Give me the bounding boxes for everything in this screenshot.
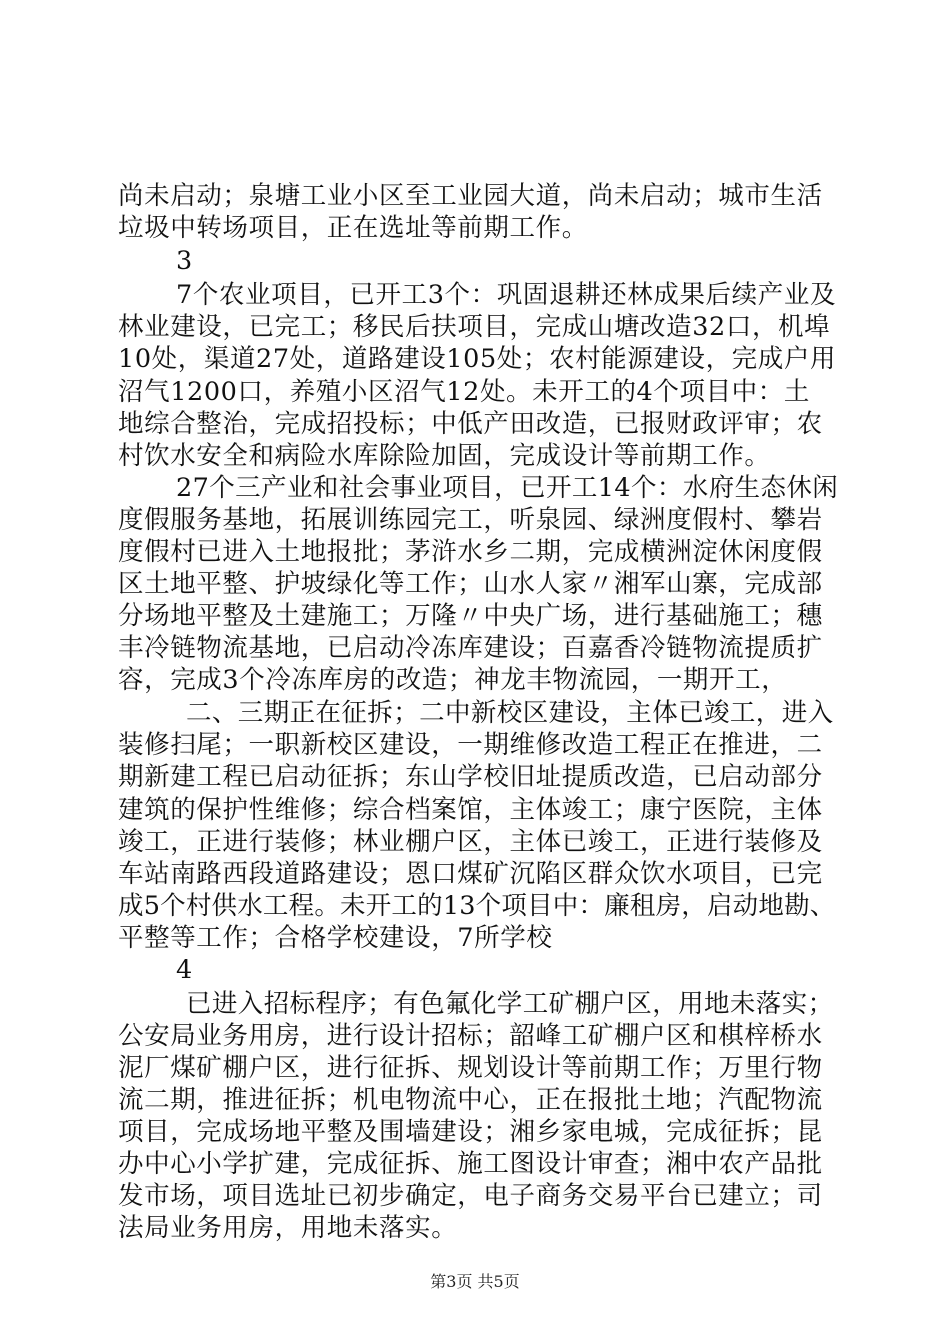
text-line: 竣工，正进行装修；林业棚户区，主体已竣工，正进行装修及 — [118, 827, 823, 857]
text-line: 期新建工程已启动征拆；东山学校旧址提质改造，已启动部分 — [118, 762, 823, 792]
text-line: 垃圾中转场项目，正在选址等前期工作。 — [118, 213, 588, 243]
text-line: 办中心小学扩建，完成征拆、施工图设计审查；湘中农产品批 — [118, 1149, 823, 1179]
text-line: 二、三期正在征拆；二中新校区建设，主体已竣工，进入 — [186, 698, 834, 728]
text-line: 10处，渠道27处，道路建设105处；农村能源建设，完成户用 — [118, 344, 837, 374]
text-line: 成5个村供水工程。未开工的13个项目中：廉租房，启动地勘、 — [118, 891, 836, 921]
text-line: 分场地平整及土建施工；万隆〃中央广场，进行基础施工；穗 — [118, 601, 823, 631]
text-line: 丰冷链物流基地，已启动冷冻库建设；百嘉香冷链物流提质扩 — [118, 633, 823, 663]
text-line: 27个三产业和社会事业项目，已开工14个：水府生态休闲 — [176, 473, 839, 503]
text-line: 区土地平整、护坡绿化等工作；山水人家〃湘军山寨，完成部 — [118, 569, 823, 599]
text-line: 项目，完成场地平整及围墙建设；湘乡家电城，完成征拆；昆 — [118, 1117, 823, 1147]
text-line: 度假村已进入土地报批；茅浒水乡二期，完成横洲淀休闲度假 — [118, 537, 823, 567]
text-line: 建筑的保护性维修；综合档案馆，主体竣工；康宁医院，主体 — [118, 795, 823, 825]
text-line: 容，完成3个冷冻库房的改造；神龙丰物流园，一期开工， — [118, 665, 788, 695]
text-line: 平整等工作；合格学校建设，7所学校 — [118, 923, 553, 953]
text-line: 7个农业项目，已开工3个：巩固退耕还林成果后续产业及 — [176, 280, 837, 310]
text-line: 村饮水安全和病险水库除险加固，完成设计等前期工作。 — [118, 441, 771, 471]
text-line: 装修扫尾；一职新校区建设，一期维修改造工程正在推进，二 — [118, 730, 823, 760]
page-marker: 4 — [176, 955, 193, 985]
text-line: 法局业务用房，用地未落实。 — [118, 1213, 458, 1243]
page-marker: 3 — [176, 246, 193, 276]
page-number-footer: 第3页 共5页 — [430, 1272, 520, 1291]
text-line: 公安局业务用房，进行设计招标；韶峰工矿棚户区和棋梓桥水 — [118, 1021, 823, 1051]
text-line: 发市场，项目选址已初步确定，电子商务交易平台已建立；司 — [118, 1181, 823, 1211]
text-line: 流二期，推进征拆；机电物流中心，正在报批土地；汽配物流 — [118, 1085, 823, 1115]
text-line: 林业建设，已完工；移民后扶项目，完成山塘改造32口，机埠 — [118, 312, 831, 342]
text-line: 尚未启动；泉塘工业小区至工业园大道，尚未启动；城市生活 — [118, 181, 823, 211]
text-line: 度假服务基地，拓展训练园完工，听泉园、绿洲度假村、攀岩 — [118, 505, 823, 535]
text-line: 泥厂煤矿棚户区，进行征拆、规划设计等前期工作；万里行物 — [118, 1053, 823, 1083]
text-line: 地综合整治，完成招投标；中低产田改造，已报财政评审；农 — [118, 409, 823, 439]
text-line: 已进入招标程序；有色氟化学工矿棚户区，用地未落实； — [186, 989, 834, 1019]
text-line: 车站南路西段道路建设；恩口煤矿沉陷区群众饮水项目，已完 — [118, 859, 823, 889]
text-line: 沼气1200口，养殖小区沼气12处。未开工的4个项目中：土 — [118, 377, 810, 407]
